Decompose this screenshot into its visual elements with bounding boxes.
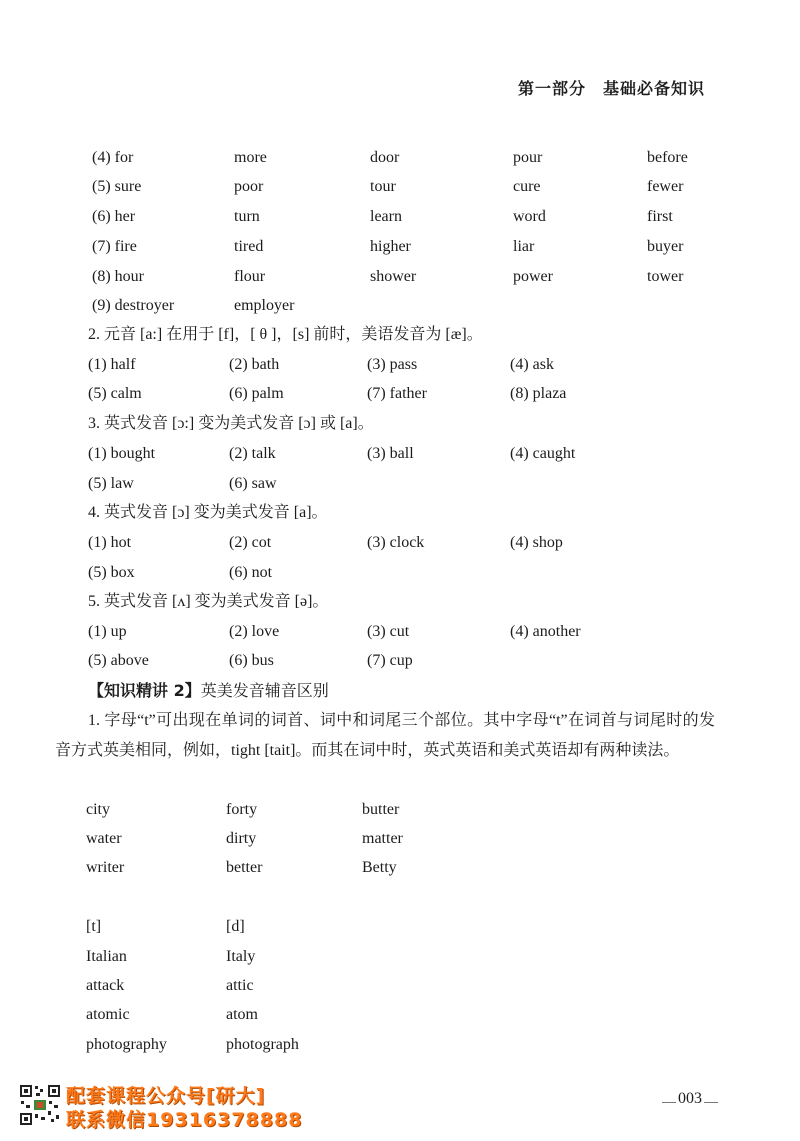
- word: Betty: [362, 859, 397, 876]
- word: (1) up: [88, 623, 127, 640]
- word: word: [513, 208, 546, 225]
- word: (7) cup: [367, 652, 413, 669]
- word: (2) bath: [229, 356, 280, 373]
- word: flour: [234, 268, 266, 285]
- word: employer: [234, 297, 295, 314]
- word: city: [86, 801, 110, 818]
- word: photography: [86, 1036, 167, 1053]
- word: matter: [362, 830, 403, 847]
- word: attack: [86, 977, 125, 994]
- page-number: 003: [678, 1090, 702, 1107]
- word: (2) talk: [229, 445, 276, 462]
- word: attic: [226, 977, 254, 994]
- word: (8) hour: [92, 268, 144, 285]
- word: water: [86, 830, 122, 847]
- word-row: [0, 855, 800, 881]
- word-row: [0, 264, 800, 290]
- word: tower: [647, 268, 684, 285]
- word-row: [0, 944, 800, 970]
- word: shower: [370, 268, 417, 285]
- word: first: [647, 208, 673, 225]
- word: (4) for: [92, 149, 134, 166]
- column-headers: [0, 914, 800, 940]
- word: (1) half: [88, 356, 136, 373]
- word: learn: [370, 208, 402, 225]
- rule-heading: 2. 元音 [a:] 在用于 [f]，[ θ ]，[s] 前时，美语发音为 [æ]。: [88, 326, 483, 343]
- word: (3) pass: [367, 356, 418, 373]
- word: (6) bus: [229, 652, 274, 669]
- rule-heading: 5. 英式发音 [ʌ] 变为美式发音 [ə]。: [88, 593, 329, 610]
- word: cure: [513, 178, 541, 195]
- word-row: [0, 826, 800, 852]
- word: door: [370, 149, 400, 166]
- word: writer: [86, 859, 125, 876]
- word-row: [0, 441, 800, 467]
- promo-footer: [18, 1083, 318, 1131]
- word-row: [0, 648, 800, 674]
- word: Italy: [226, 948, 256, 965]
- word: (6) saw: [229, 475, 277, 492]
- rule-heading: 3. 英式发音 [ɔ:] 变为美式发音 [ɔ] 或 [a]。: [88, 415, 374, 432]
- word-row: [0, 204, 800, 230]
- word: (3) cut: [367, 623, 410, 640]
- word: (6) palm: [229, 385, 284, 402]
- word: (5) calm: [88, 385, 142, 402]
- word-row: [0, 797, 800, 823]
- word: poor: [234, 178, 264, 195]
- word: (2) cot: [229, 534, 272, 551]
- word: (4) ask: [510, 356, 554, 373]
- word: buyer: [647, 238, 684, 255]
- word: (6) not: [229, 564, 273, 581]
- page-number-dash-left: [662, 1102, 676, 1103]
- word: dirty: [226, 830, 257, 847]
- word: tired: [234, 238, 264, 255]
- word-row: [0, 352, 800, 378]
- promo-line-1: 配套课程公众号[研大]: [66, 1085, 266, 1107]
- word-row: [0, 560, 800, 586]
- word-row: [0, 293, 800, 319]
- word: (1) hot: [88, 534, 132, 551]
- word: (5) law: [88, 475, 134, 492]
- word-row: [0, 973, 800, 999]
- chapter-header: 第一部分 基础必备知识: [517, 79, 705, 98]
- word-row: [0, 619, 800, 645]
- word: (4) shop: [510, 534, 563, 551]
- word: (4) caught: [510, 445, 576, 462]
- word: more: [234, 149, 267, 166]
- word-row: [0, 145, 800, 171]
- word: (4) another: [510, 623, 581, 640]
- word: before: [647, 149, 688, 166]
- rule-heading: 4. 英式发音 [ɔ] 变为美式发音 [a]。: [88, 504, 328, 521]
- word: butter: [362, 801, 400, 818]
- word: (8) plaza: [510, 385, 567, 402]
- page-number-dash-right: [704, 1102, 718, 1103]
- word: turn: [234, 208, 260, 225]
- word: (3) ball: [367, 445, 414, 462]
- qr-code-icon: [18, 1083, 62, 1127]
- word: (5) box: [88, 564, 135, 581]
- word: power: [513, 268, 553, 285]
- word: (5) above: [88, 652, 149, 669]
- word: (7) father: [367, 385, 427, 402]
- section-title: 英美发音辅音区别: [200, 683, 329, 700]
- word: tour: [370, 178, 396, 195]
- word: (3) clock: [367, 534, 425, 551]
- word: (5) sure: [92, 178, 142, 195]
- word: (6) her: [92, 208, 136, 225]
- column-header-t: [t]: [86, 918, 102, 935]
- promo-line-2: 联系微信19316378888: [66, 1109, 303, 1131]
- word: better: [226, 859, 263, 876]
- section-heading: [88, 678, 329, 705]
- word: (9) destroyer: [92, 297, 175, 314]
- word: forty: [226, 801, 258, 818]
- word: (1) bought: [88, 445, 156, 462]
- word-row: [0, 1002, 800, 1028]
- word: Italian: [86, 948, 127, 965]
- word: (2) love: [229, 623, 280, 640]
- word-row: [0, 174, 800, 200]
- word: atom: [226, 1006, 258, 1023]
- word-row: [0, 381, 800, 407]
- word: (7) fire: [92, 238, 137, 255]
- word-row: [0, 1032, 800, 1058]
- word: fewer: [647, 178, 684, 195]
- word: atomic: [86, 1006, 130, 1023]
- word: pour: [513, 149, 543, 166]
- word: liar: [513, 238, 535, 255]
- column-header-d: [d]: [226, 918, 245, 935]
- word-row: [0, 471, 800, 497]
- word: higher: [370, 238, 411, 255]
- word: photograph: [226, 1036, 299, 1053]
- word-row: [0, 530, 800, 556]
- word-row: [0, 234, 800, 260]
- section-label: 【知识精讲 2】: [88, 681, 201, 700]
- body-paragraph: 1. 字母“t”可出现在单词的词首、词中和词尾三个部位。其中字母“t”在词首与词尾时的发音方式英美相同，例如，tight [tait]。而其在词中时，英式英语和美式英语却有两种读法。: [55, 712, 715, 759]
